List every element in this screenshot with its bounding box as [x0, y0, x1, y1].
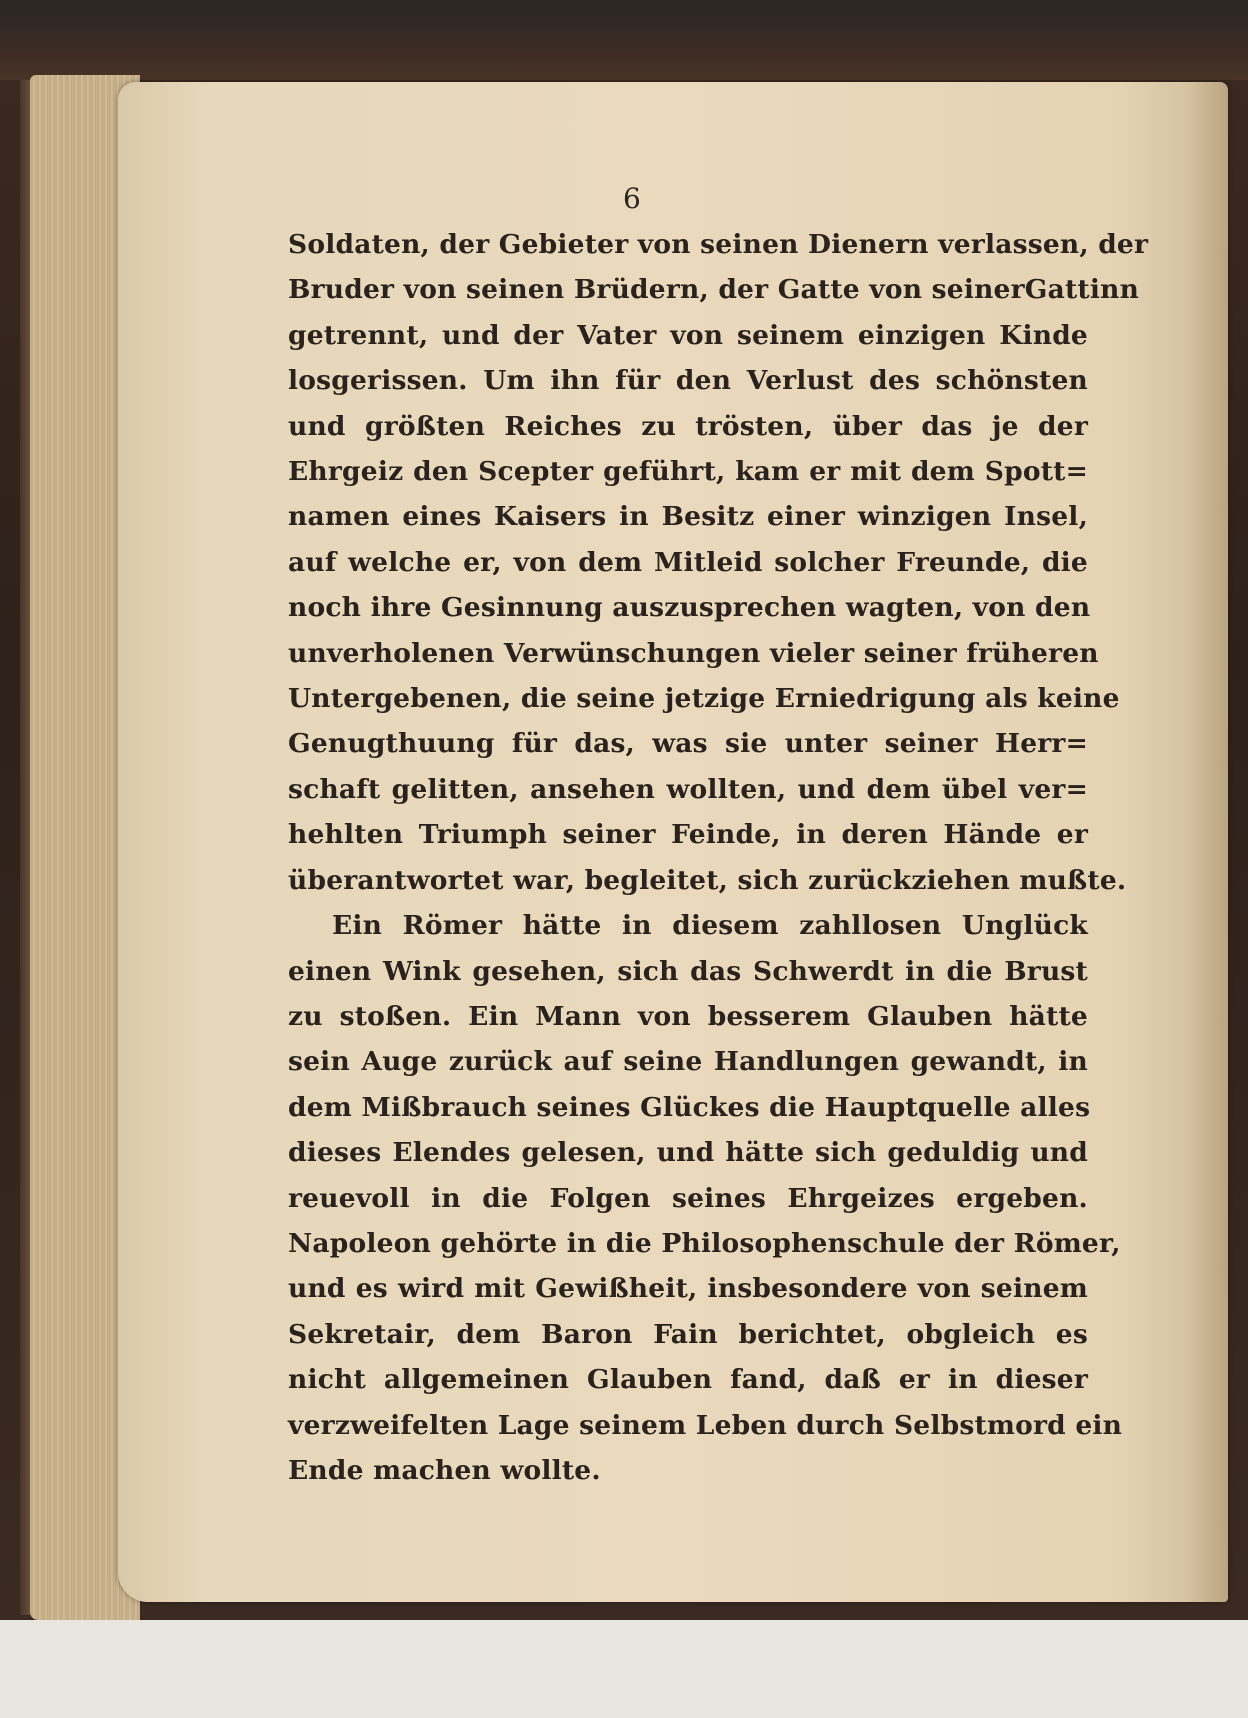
body-text [288, 222, 1149, 1493]
page-number: 6 [623, 182, 641, 215]
book-cover-top [0, 0, 1248, 80]
text-line: zu stoßen. Ein Mann von besserem Glauben hätte [288, 1000, 1088, 1032]
text-line: dem Mißbrauch seines Glückes die Hauptquelle alles [288, 1091, 1091, 1123]
text-line: namen eines Kaisers in Besitz einer winzigen Insel, [288, 501, 1088, 533]
text-line: Bruder von seinen Brüdern, der Gatte von seinerGattinn [288, 274, 1140, 306]
text-line: verzweifelten Lage seinem Leben durch Selbstmord ein [288, 1409, 1123, 1441]
scan-margin [0, 1620, 1248, 1718]
text-line: Ehrgeiz den Scepter geführt, kam er mit dem Spott= [288, 456, 1088, 488]
book-page [118, 82, 1228, 1602]
text-line-last: Ende machen wollte. [288, 1454, 601, 1486]
text-line: und größten Reiches zu trösten, über das je der [288, 410, 1088, 442]
paragraph-start-line: Ein Römer hätte in diesem zahllosen Unglück [332, 910, 1088, 942]
text-line: Napoleon gehörte in die Philosophenschule der Römer, [288, 1227, 1121, 1259]
text-line: Soldaten, der Gebieter von seinen Dienern verlassen, der [288, 229, 1149, 260]
text-line: überantwortet war, begleitet, sich zurückziehen mußte. [288, 864, 1127, 896]
text-line: Sekretair, dem Baron Fain berichtet, obgleich es [288, 1318, 1088, 1350]
text-line: einen Wink gesehen, sich das Schwerdt in die Brust [288, 955, 1088, 987]
text-line: hehlten Triumph seiner Feinde, in deren Hände er [288, 819, 1088, 851]
text-line: noch ihre Gesinnung auszusprechen wagten, von den [288, 592, 1091, 624]
text-line: Untergebenen, die seine jetzige Erniedrigung als keine [288, 683, 1120, 715]
text-line: auf welche er, von dem Mitleid solcher Freunde, die [288, 546, 1088, 578]
text-line: Genugthuung für das, was sie unter seiner Herr= [288, 728, 1088, 760]
text-line: dieses Elendes gelesen, und hätte sich geduldig und [288, 1137, 1088, 1169]
text-line: schaft gelitten, ansehen wollten, und dem übel ver= [288, 773, 1088, 805]
text-line: nicht allgemeinen Glauben fand, daß er in dieser [288, 1364, 1088, 1396]
page-gutter-shadow [1188, 82, 1228, 1602]
text-line: sein Auge zurück auf seine Handlungen gewandt, in [288, 1046, 1088, 1078]
text-line: losgerissen. Um ihn für den Verlust des schönsten [288, 365, 1088, 397]
text-line: und es wird mit Gewißheit, insbesondere von seinem [288, 1273, 1088, 1305]
text-line: reuevoll in die Folgen seines Ehrgeizes ergeben. [288, 1182, 1088, 1214]
text-line: getrennt, und der Vater von seinem einzigen Kinde [288, 319, 1088, 351]
text-line: unverholenen Verwünschungen vieler seiner früheren [288, 637, 1099, 669]
